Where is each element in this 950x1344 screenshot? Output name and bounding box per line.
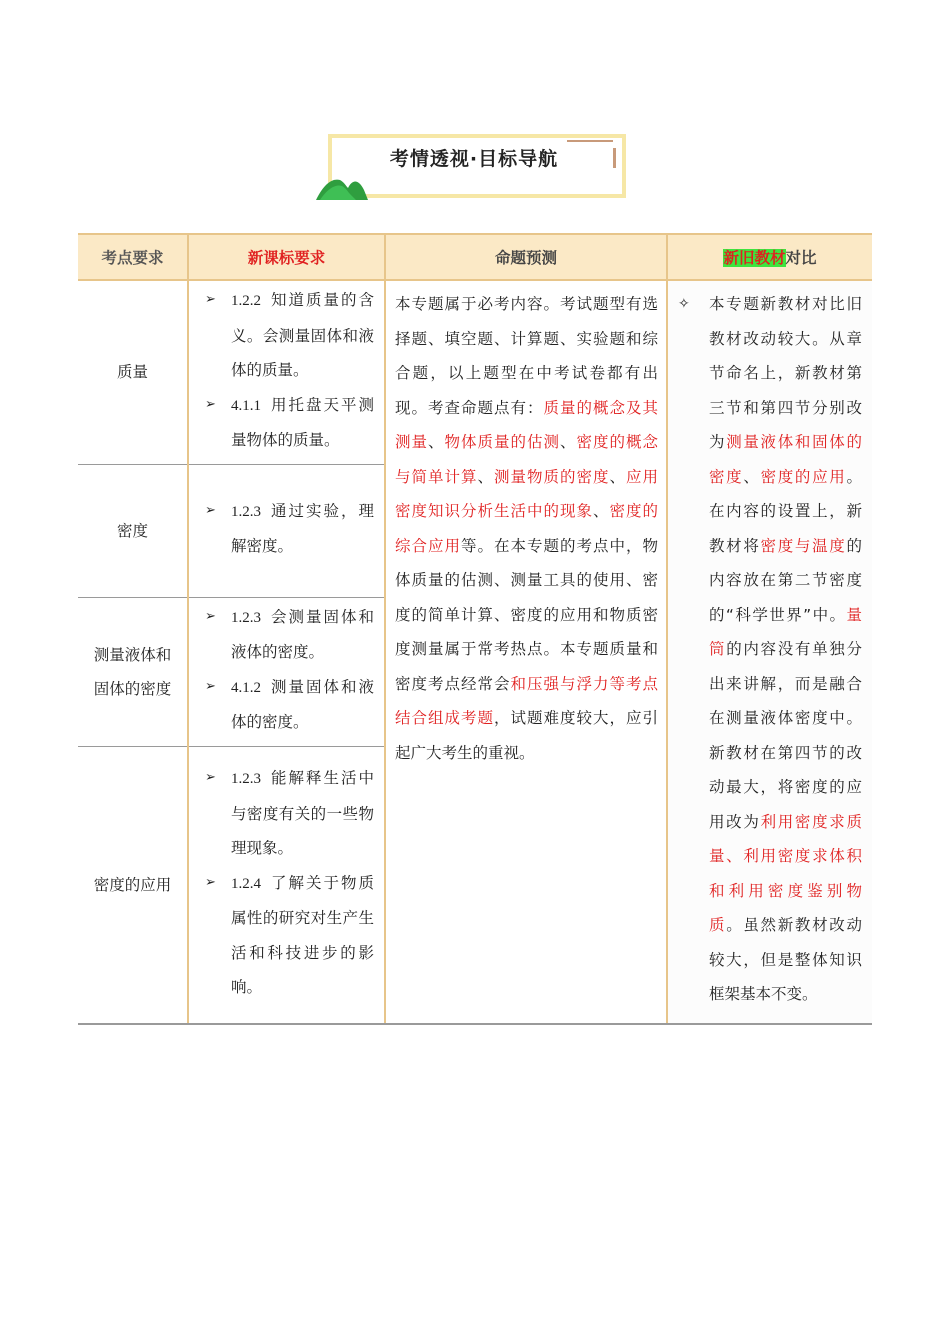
header-curriculum-standards: 新课标要求 — [188, 234, 385, 280]
text-run: 、 — [609, 467, 626, 486]
page-title: 考情透视·目标导航 — [389, 148, 559, 170]
topic-cell: 密度 — [78, 464, 188, 597]
comparison-cell — [667, 280, 872, 1024]
requirement-text: 通过实验，理解密度。 — [231, 501, 374, 555]
highlighted-text-run: 密度的概念与简单计算 — [395, 433, 658, 486]
prediction-text — [386, 281, 666, 770]
requirements-cell — [188, 464, 385, 597]
highlighted-text-run: 和压强与浮力等考点结合组成考题 — [395, 674, 658, 727]
prediction-cell — [385, 280, 667, 1024]
header-textbook-comparison — [667, 234, 872, 280]
highlighted-text-run: 密度与温度 — [760, 536, 847, 555]
highlighted-text-run: 密度的应用 — [760, 467, 847, 486]
requirements-cell — [188, 746, 385, 1024]
topic-cell: 密度的应用 — [78, 746, 188, 1024]
table-header-row — [78, 234, 872, 280]
text-run: 本专题新教材对比旧教材改动较大。从章节命名上，新教材第三节和第四节分别改为 — [709, 295, 862, 451]
requirements-list — [189, 281, 384, 464]
comparison-text — [709, 295, 862, 1003]
table-row — [78, 280, 872, 464]
requirement-text: 知道质量的含义。会测量固体和液体的质量。 — [231, 291, 374, 379]
requirements-cell — [188, 280, 385, 464]
requirement-text: 能解释生活中与密度有关的一些物理现象。 — [231, 769, 374, 857]
topic-text: 测量液体和固体的密度 — [93, 645, 172, 698]
header-prediction: 命题预测 — [385, 234, 667, 280]
text-run: 的内容放在第二节密度的“科学世界”中。 — [709, 536, 862, 624]
highlighted-text-run: 物体质量的估测 — [444, 433, 560, 451]
arrow-bullet-icon: ➢ — [205, 396, 216, 412]
requirements-list — [189, 492, 384, 570]
requirement-text: 用托盘天平测量物体的质量。 — [231, 395, 374, 449]
highlighted-text-run: 测量物质的密度 — [493, 467, 610, 486]
requirement-code: 1.2.3 — [231, 771, 261, 787]
text-run: 、 — [592, 502, 610, 520]
text-run: 。虽然新教材改动较大，但是整体知识框架基本不变。 — [709, 916, 862, 1003]
list-item — [197, 494, 374, 564]
highlighted-text-run: 应用密度知识分析生活中的现象 — [395, 467, 658, 520]
comparison-block — [668, 281, 872, 1012]
highlighted-text-run: 利用密度求质量、利用密度求体积和利用密度鉴别物质 — [709, 812, 862, 934]
text-run: 、 — [477, 467, 494, 486]
highlighted-text-run: 密度的综合应用 — [395, 502, 658, 555]
requirement-code: 1.2.3 — [231, 503, 261, 520]
requirement-code: 1.2.2 — [231, 293, 261, 309]
text-run: ，试题难度较大，应引起广大考生的重视。 — [395, 709, 658, 762]
topic-cell: 质量 — [78, 280, 188, 464]
header-rest-text: 对比 — [785, 249, 817, 267]
arrow-bullet-icon: ➢ — [205, 502, 216, 518]
highlighted-text-run: 质量的概念及其测量 — [395, 398, 658, 451]
banner-accent-line — [567, 140, 613, 142]
requirement-text: 测量固体和液体的密度。 — [231, 677, 374, 731]
text-run: 等。在本专题的考点中，物体质量的估测、测量工具的使用、密度的简单计算、密度的应用和物质密度测量属于常考热点。本专题质量和密度考点经常会 — [395, 536, 658, 693]
diamond-bullet-icon: ✧ — [678, 296, 690, 312]
requirement-code: 4.1.2 — [231, 679, 261, 696]
arrow-bullet-icon: ➢ — [205, 678, 216, 694]
text-run: 的内容没有单独分出来讲解，而是融合在测量液体密度中。新教材在第四节的改动最大，将密度的应用改为 — [709, 640, 862, 831]
requirement-code: 1.2.4 — [231, 875, 261, 892]
list-item — [197, 866, 374, 1005]
highlighted-text-run: 量筒 — [709, 605, 862, 658]
highlighted-text-run: 测量液体和固体的密度 — [709, 433, 862, 486]
arrow-bullet-icon: ➢ — [205, 608, 216, 624]
arrow-bullet-icon: ➢ — [205, 874, 216, 890]
header-highlight-text: 新旧教材 — [723, 249, 786, 267]
arrow-bullet-icon: ➢ — [205, 292, 216, 307]
list-item — [197, 670, 374, 740]
hills-icon — [316, 172, 368, 202]
header-exam-points: 考点要求 — [78, 234, 188, 280]
text-run: 、 — [428, 433, 445, 451]
text-run: 。在内容的设置上，新教材将 — [709, 467, 862, 555]
topic-cell — [78, 597, 188, 746]
requirement-code: 1.2.3 — [231, 609, 261, 626]
text-run: 本专题属于必考内容。考试题型有选择题、填空题、计算题、实验题和综合题，以上题型在中考试卷都有出现。考查命题点有： — [395, 295, 658, 417]
exam-navigation-table — [78, 233, 872, 1025]
list-item — [197, 283, 374, 388]
requirements-list — [189, 759, 384, 1011]
list-item — [197, 761, 374, 866]
requirement-text: 了解关于物质属性的研究对生产生活和科技进步的影响。 — [231, 873, 374, 996]
arrow-bullet-icon: ➢ — [205, 770, 216, 785]
list-item — [197, 600, 374, 670]
list-item — [197, 388, 374, 458]
requirement-code: 4.1.1 — [231, 397, 261, 414]
text-run: 、 — [743, 467, 761, 486]
section-banner — [316, 128, 632, 200]
requirement-text: 会测量固体和液体的密度。 — [231, 607, 374, 661]
text-run: 、 — [559, 433, 577, 451]
requirements-cell — [188, 597, 385, 746]
requirements-list — [189, 598, 384, 746]
